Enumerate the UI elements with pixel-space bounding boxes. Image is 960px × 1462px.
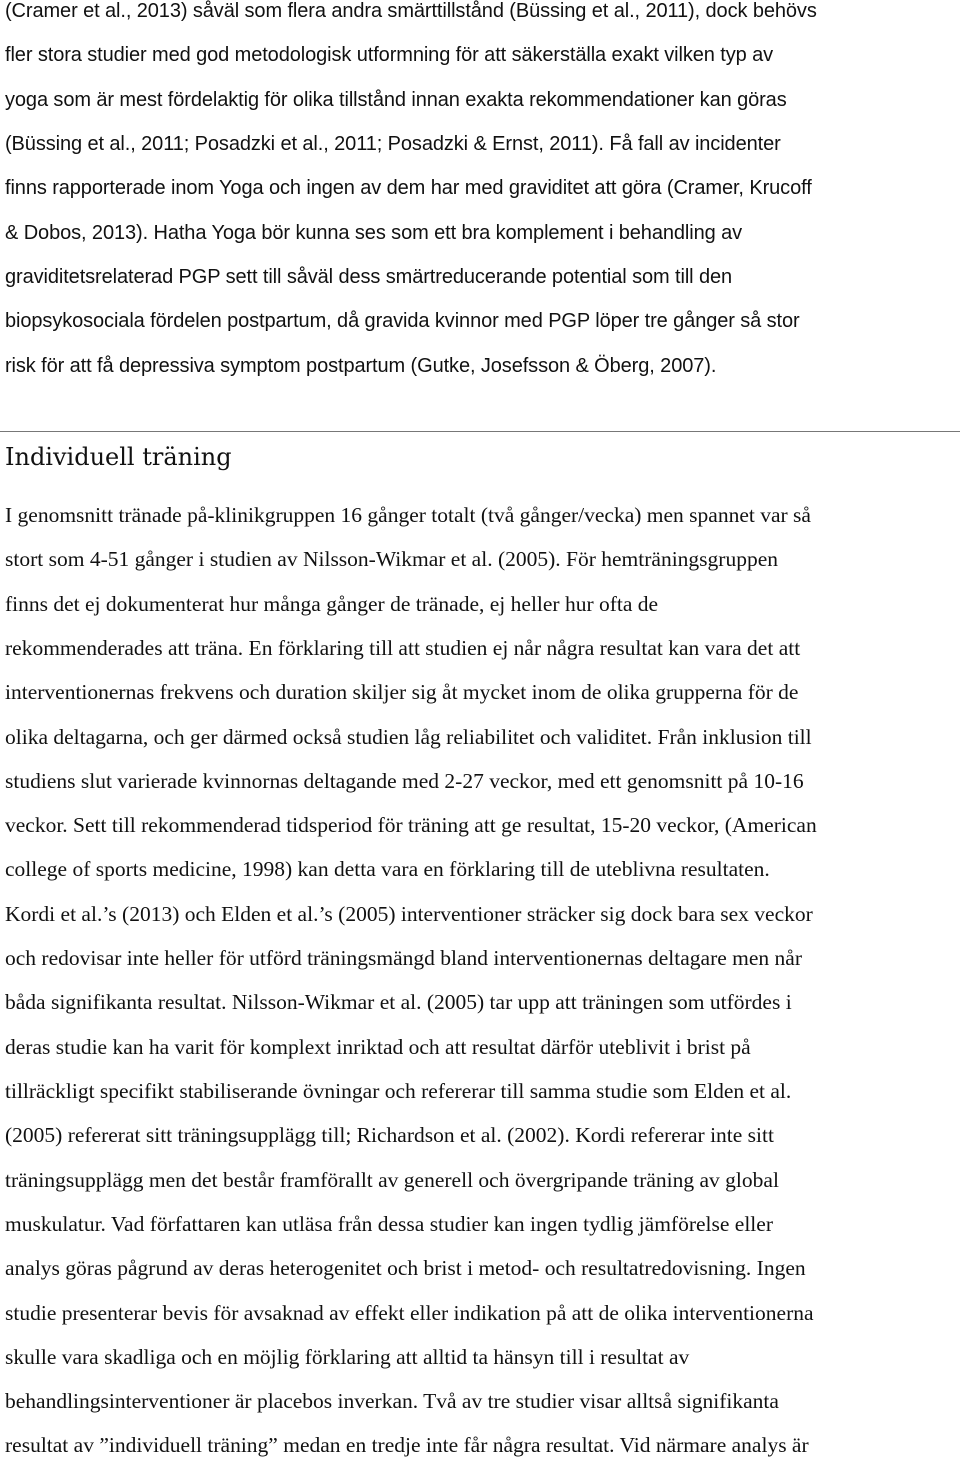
text-line: (2005) refererat sitt träningsupplägg till; Richardson et al. (2002). Kordi refererar inte sitt [5, 1123, 774, 1147]
text-line: yoga som är mest fördelaktig för olika tillstånd innan exakta rekommendationer kan göras [5, 89, 787, 111]
text-line: tillräckligt specifikt stabiliserande övningar och refererar till samma studie som Elden et al. [5, 1079, 792, 1103]
text-line: resultat av ”individuell träning” medan en tredje inte får några resultat. Vid närmare analys är [5, 1433, 809, 1457]
text-line: (Büssing et al., 2011; Posadzki et al., 2011; Posadzki & Ernst, 2011). Få fall av incidenter [5, 133, 781, 155]
text-line: finns rapporterade inom Yoga och ingen av dem har med graviditet att göra (Cramer, Krucoff [5, 177, 812, 199]
text-line: deras studie kan ha varit för komplext inriktad och att resultat därför uteblivit i brist på [5, 1035, 751, 1059]
text-line: finns det ej dokumenterat hur många gånger de tränade, ej heller hur ofta de [5, 592, 659, 616]
text-line: fler stora studier med god metodologisk utformning för att säkerställa exakt vilken typ av [5, 44, 774, 66]
text-line: och redovisar inte heller för utförd träningsmängd bland interventionernas deltagare men når [5, 946, 803, 970]
text-line: biopsykosociala fördelen postpartum, då gravida kvinnor med PGP löper tre gånger så stor [5, 310, 800, 332]
text-line: stort som 4-51 gånger i studien av Nilsson-Wikmar et al. (2005). För hemträningsgruppen [5, 547, 778, 571]
text-line: graviditetsrelaterad PGP sett till såväl dess smärtreducerande potential som till den [5, 266, 733, 288]
text-line: behandlingsinterventioner är placebos inverkan. Två av tre studier visar alltså signifikanta [5, 1389, 779, 1413]
section-divider [0, 431, 960, 432]
text-line: interventionernas frekvens och duration skiljer sig åt mycket inom de olika grupperna för de [5, 680, 799, 704]
text-line: rekommenderades att träna. En förklaring till att studien ej når några resultat kan vara det att [5, 636, 801, 660]
text-line: studie presenterar bevis för avsaknad av effekt eller indikation på att de olika interventionerna [5, 1301, 814, 1325]
text-line: (Cramer et al., 2013) såväl som flera andra smärttillstånd (Büssing et al., 2011), dock behövs [5, 0, 817, 22]
text-line: studiens slut varierade kvinnornas deltagande med 2-27 veckor, med ett genomsnitt på 10-16 [5, 769, 804, 793]
text-line: analys göras pågrund av deras heterogenitet och brist i metod- och resultatredovisning. Ingen [5, 1256, 806, 1280]
text-line: träningsupplägg men det består framförallt av generell och övergripande träning av global [5, 1168, 779, 1192]
text-line: olika deltagarna, och ger därmed också studien låg reliabilitet och validitet. Från inklusion till [5, 725, 812, 749]
text-line: I genomsnitt tränade på-klinikgruppen 16 gånger totalt (två gånger/vecka) men spannet var så [5, 503, 811, 527]
text-line: veckor. Sett till rekommenderad tidsperiod för träning att ge resultat, 15-20 veckor, (American [5, 813, 817, 837]
text-line: college of sports medicine, 1998) kan detta vara en förklaring till de uteblivna resultaten. [5, 857, 770, 881]
text-line: skulle vara skadliga och en möjlig förklaring att alltid ta hänsyn till i resultat av [5, 1345, 690, 1369]
section-heading: Individuell träning [5, 443, 232, 471]
text-line: Kordi et al.’s (2013) och Elden et al.’s (2005) interventioner sträcker sig dock bara sex veckor [5, 902, 813, 926]
text-line: båda signifikanta resultat. Nilsson-Wikmar et al. (2005) tar upp att träningen som utfördes i [5, 990, 792, 1014]
text-line: muskulatur. Vad författaren kan utläsa från dessa studier kan ingen tydlig jämförelse eller [5, 1212, 773, 1236]
text-line: & Dobos, 2013). Hatha Yoga bör kunna ses som ett bra komplement i behandling av [5, 222, 743, 244]
text-line: risk för att få depressiva symptom postpartum (Gutke, Josefsson & Öberg, 2007). [5, 355, 717, 377]
